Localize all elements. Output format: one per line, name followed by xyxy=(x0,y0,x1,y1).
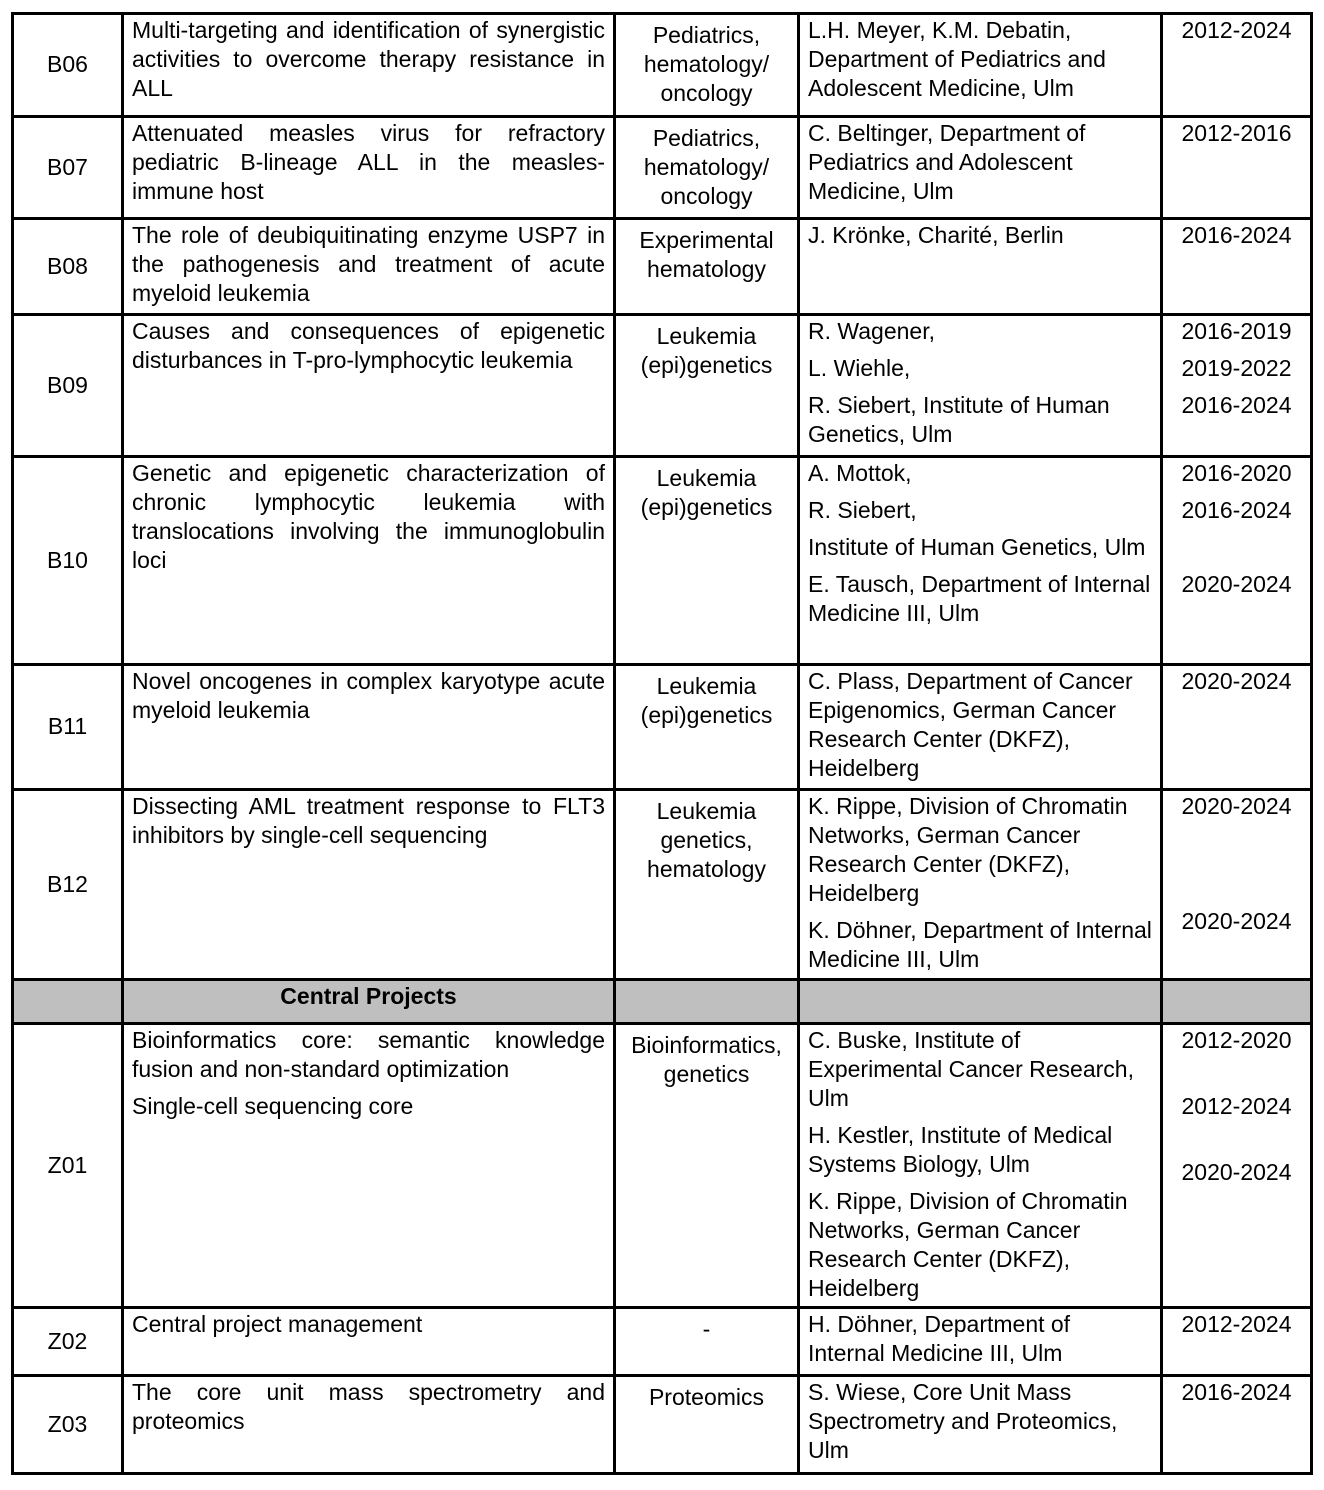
project-title-text: Causes and consequences of epigenetic disturbances in T-pro-lymphocytic leukemia xyxy=(132,318,605,373)
project-title-cell xyxy=(123,117,615,219)
funding-period-cell xyxy=(1162,1308,1312,1376)
research-area-cell: Experimental hematology xyxy=(615,219,799,315)
investigator-entry: A. Mottok, xyxy=(808,460,912,486)
project-title-text: Genetic and epigenetic characterization of chronic lymphocytic leukemia with translocations involving the immunoglobulin loci xyxy=(132,460,605,573)
table-row xyxy=(13,457,1312,665)
funding-period-entry: 2012-2016 xyxy=(1181,120,1292,146)
table-row xyxy=(13,219,1312,315)
research-area-cell: Pediatrics, hematology/ oncology xyxy=(615,117,799,219)
funding-period-entry: 2016-2020 xyxy=(1181,460,1292,486)
project-title-text: The role of deubiquitinating enzyme USP7 in the pathogenesis and treatment of acute myeloid leukemia xyxy=(132,222,605,306)
table-row xyxy=(13,1308,1312,1376)
funding-period-entry: 2016-2024 xyxy=(1181,392,1292,418)
principal-investigators-cell xyxy=(799,457,1162,665)
investigator-entry: C. Beltinger, Department of Pediatrics and Adolescent Medicine, Ulm xyxy=(808,120,1086,204)
funding-period-entry: 2019-2022 xyxy=(1181,355,1292,381)
research-area-cell: Bioinformatics, genetics xyxy=(615,1024,799,1308)
project-id-cell: B08 xyxy=(13,219,123,315)
funding-period-cell xyxy=(1162,665,1312,790)
table-row xyxy=(13,315,1312,457)
funding-period-cell xyxy=(1162,117,1312,219)
project-id-cell: Z02 xyxy=(13,1308,123,1376)
research-area-cell: Leukemia (epi)genetics xyxy=(615,665,799,790)
project-id-cell: Z01 xyxy=(13,1024,123,1308)
project-id-cell: Z03 xyxy=(13,1376,123,1474)
funding-period-entry: 2020-2024 xyxy=(1181,1159,1292,1185)
project-title-text: Dissecting AML treatment response to FLT3 inhibitors by single-cell sequencing xyxy=(132,793,605,848)
investigator-entry: K. Döhner, Department of Internal Medicine III, Ulm xyxy=(808,917,1152,972)
investigator-entry: C. Plass, Department of Cancer Epigenomics, German Cancer Research Center (DKFZ), Heidelberg xyxy=(808,668,1133,781)
funding-period-entry: 2012-2024 xyxy=(1181,1093,1292,1119)
investigator-entry: R. Siebert, Institute of Human Genetics, Ulm xyxy=(808,392,1110,447)
funding-period-entry: 2012-2024 xyxy=(1181,17,1292,43)
section-title: Central Projects xyxy=(123,980,615,1024)
funding-period-cell xyxy=(1162,14,1312,117)
section-empty-cell xyxy=(615,980,799,1024)
table-row xyxy=(13,117,1312,219)
investigator-entry: L.H. Meyer, K.M. Debatin, Department of Pediatrics and Adolescent Medicine, Ulm xyxy=(808,17,1106,101)
research-area-cell: Leukemia (epi)genetics xyxy=(615,315,799,457)
project-title-cell xyxy=(123,457,615,665)
investigator-entry: E. Tausch, Department of Internal Medicine III, Ulm xyxy=(808,571,1151,626)
table-row xyxy=(13,14,1312,117)
investigator-entry: R. Siebert, xyxy=(808,497,917,523)
research-area-cell: - xyxy=(615,1308,799,1376)
funding-period-cell xyxy=(1162,1024,1312,1308)
funding-period-cell xyxy=(1162,315,1312,457)
table-row xyxy=(13,665,1312,790)
funding-period-entry: 2012-2020 xyxy=(1181,1027,1292,1053)
table-body xyxy=(13,14,1312,1474)
funding-period-entry: 2012-2024 xyxy=(1181,1311,1292,1337)
table-row xyxy=(13,1376,1312,1474)
investigator-entry: Institute of Human Genetics, Ulm xyxy=(808,534,1146,560)
principal-investigators-cell xyxy=(799,315,1162,457)
project-id-cell: B12 xyxy=(13,790,123,980)
investigator-entry: C. Buske, Institute of Experimental Cancer Research, Ulm xyxy=(808,1027,1134,1111)
investigator-entry: S. Wiese, Core Unit Mass Spectrometry and Proteomics, Ulm xyxy=(808,1379,1118,1463)
section-empty-cell xyxy=(13,980,123,1024)
project-id-cell: B07 xyxy=(13,117,123,219)
project-title-text: Multi-targeting and identification of synergistic activities to overcome therapy resistance in ALL xyxy=(132,17,605,101)
principal-investigators-cell xyxy=(799,219,1162,315)
investigator-entry: J. Krönke, Charité, Berlin xyxy=(808,222,1064,248)
research-area-cell: Leukemia genetics, hematology xyxy=(615,790,799,980)
funding-period-entry: 2016-2024 xyxy=(1181,497,1292,523)
project-title-cell xyxy=(123,665,615,790)
project-title-text: Novel oncogenes in complex karyotype acute myeloid leukemia xyxy=(132,668,605,723)
table-row xyxy=(13,1024,1312,1308)
project-id-cell: B09 xyxy=(13,315,123,457)
section-empty-cell xyxy=(1162,980,1312,1024)
funding-period-cell xyxy=(1162,457,1312,665)
funding-period-entry: 2020-2024 xyxy=(1181,571,1292,597)
principal-investigators-cell xyxy=(799,14,1162,117)
project-id-cell: B06 xyxy=(13,14,123,117)
project-title-cell xyxy=(123,1024,615,1308)
section-header-row xyxy=(13,980,1312,1024)
investigator-entry: K. Rippe, Division of Chromatin Networks, German Cancer Research Center (DKFZ), Heidelberg xyxy=(808,1188,1128,1301)
funding-period-entry: 2020-2024 xyxy=(1181,908,1292,934)
funding-period-entry: 2016-2024 xyxy=(1181,1379,1292,1405)
research-area-cell: Leukemia (epi)genetics xyxy=(615,457,799,665)
projects-table xyxy=(11,12,1313,1475)
principal-investigators-cell xyxy=(799,1024,1162,1308)
research-area-cell: Proteomics xyxy=(615,1376,799,1474)
table-row xyxy=(13,790,1312,980)
funding-period-entry: 2016-2024 xyxy=(1181,222,1292,248)
principal-investigators-cell xyxy=(799,1376,1162,1474)
funding-period-cell xyxy=(1162,1376,1312,1474)
investigator-entry: H. Kestler, Institute of Medical Systems Biology, Ulm xyxy=(808,1122,1113,1177)
project-title-text: Bioinformatics core: semantic knowledge fusion and non-standard optimization xyxy=(132,1027,605,1082)
investigator-entry: K. Rippe, Division of Chromatin Networks, German Cancer Research Center (DKFZ), Heidelberg xyxy=(808,793,1128,906)
project-title-cell xyxy=(123,1376,615,1474)
investigator-entry: L. Wiehle, xyxy=(808,355,911,381)
investigator-entry: H. Döhner, Department of Internal Medicine III, Ulm xyxy=(808,1311,1071,1366)
project-title-cell xyxy=(123,315,615,457)
principal-investigators-cell xyxy=(799,790,1162,980)
funding-period-entry: 2020-2024 xyxy=(1181,668,1292,694)
project-title-cell xyxy=(123,790,615,980)
funding-period-entry: 2016-2019 xyxy=(1181,318,1292,344)
project-title-cell xyxy=(123,219,615,315)
section-empty-cell xyxy=(799,980,1162,1024)
project-title-cell xyxy=(123,14,615,117)
funding-period-entry: 2020-2024 xyxy=(1181,793,1292,819)
project-id-cell: B10 xyxy=(13,457,123,665)
project-title-text: Attenuated measles virus for refractory pediatric B-lineage ALL in the measles-immune host xyxy=(132,120,605,204)
project-title-text: The core unit mass spectrometry and proteomics xyxy=(132,1379,605,1434)
project-title-text: Central project management xyxy=(132,1311,423,1337)
funding-period-cell xyxy=(1162,790,1312,980)
research-area-cell: Pediatrics, hematology/ oncology xyxy=(615,14,799,117)
principal-investigators-cell xyxy=(799,117,1162,219)
project-title-text: Single-cell sequencing core xyxy=(132,1093,414,1119)
investigator-entry: R. Wagener, xyxy=(808,318,935,344)
funding-period-cell xyxy=(1162,219,1312,315)
principal-investigators-cell xyxy=(799,665,1162,790)
project-title-cell xyxy=(123,1308,615,1376)
project-id-cell: B11 xyxy=(13,665,123,790)
principal-investigators-cell xyxy=(799,1308,1162,1376)
